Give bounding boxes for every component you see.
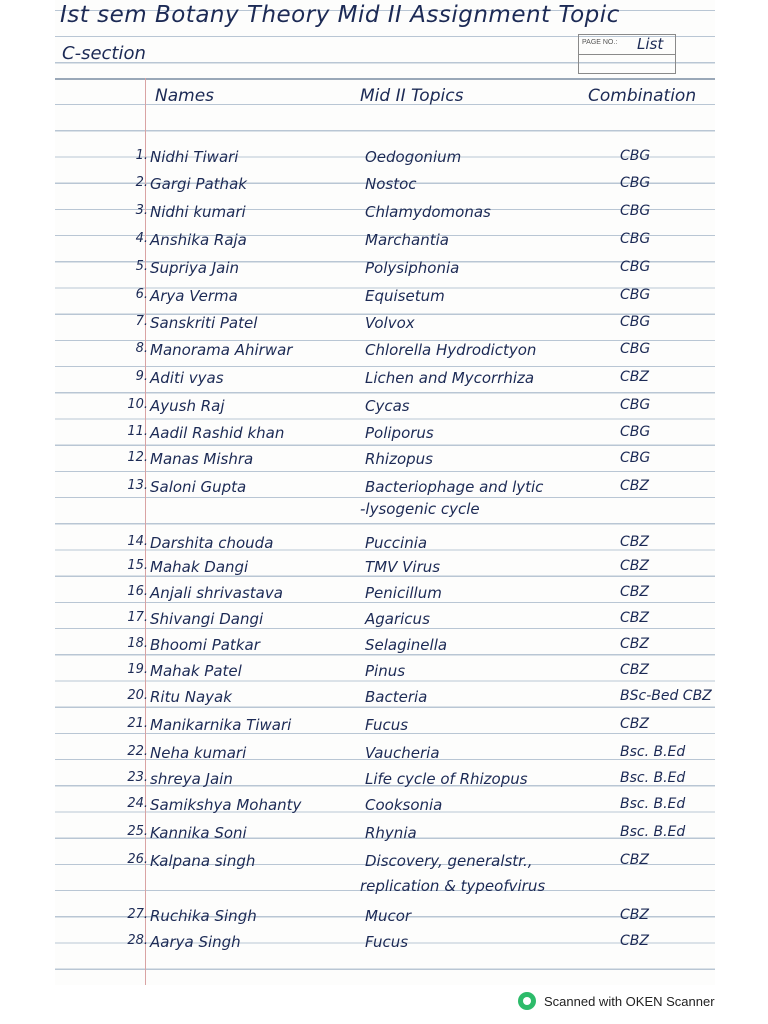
list-item bbox=[0, 259, 768, 285]
item-number: 22. bbox=[127, 744, 148, 759]
student-name: Mahak Patel bbox=[150, 662, 242, 680]
item-number: 9. bbox=[135, 369, 148, 384]
list-item bbox=[0, 450, 768, 476]
student-name: Manas Mishra bbox=[150, 450, 254, 468]
student-name: Bhoomi Patkar bbox=[150, 636, 260, 654]
combination-code: CBZ bbox=[620, 584, 649, 600]
topic-continuation-13: -lysogenic cycle bbox=[360, 500, 480, 518]
list-item bbox=[0, 558, 768, 584]
item-number: 26. bbox=[127, 852, 148, 867]
student-name: Aadil Rashid khan bbox=[150, 424, 285, 442]
combination-code: CBZ bbox=[620, 852, 649, 868]
page-number-label: PAGE NO.: bbox=[582, 39, 618, 46]
combination-code: CBZ bbox=[620, 716, 649, 732]
page-title: Ist sem Botany Theory Mid II Assignment Topic bbox=[60, 2, 620, 28]
combination-code: CBG bbox=[620, 203, 651, 219]
student-name: Kalpana singh bbox=[150, 852, 256, 870]
student-name: Manikarnika Tiwari bbox=[150, 716, 292, 734]
topic-name: Polysiphonia bbox=[365, 259, 460, 277]
topic-name: Mucor bbox=[365, 907, 412, 925]
topic-name: Marchantia bbox=[365, 231, 449, 249]
item-number: 11. bbox=[127, 424, 148, 439]
topic-name: Discovery, generalstr., bbox=[365, 852, 533, 870]
item-number: 12. bbox=[127, 450, 148, 465]
list-item bbox=[0, 744, 768, 770]
item-number: 17. bbox=[127, 610, 148, 625]
item-number: 19. bbox=[127, 662, 148, 677]
item-number: 3. bbox=[135, 203, 148, 218]
student-name: Ritu Nayak bbox=[150, 688, 232, 706]
combination-code: CBZ bbox=[620, 636, 649, 652]
item-number: 6. bbox=[135, 287, 148, 302]
item-number: 15. bbox=[127, 558, 148, 573]
scanner-logo-icon bbox=[518, 992, 536, 1010]
combination-code: CBZ bbox=[620, 610, 649, 626]
list-item bbox=[0, 636, 768, 662]
student-name: Nidhi Tiwari bbox=[150, 148, 239, 166]
combination-code: CBG bbox=[620, 314, 651, 330]
item-number: 18. bbox=[127, 636, 148, 651]
list-item bbox=[0, 148, 768, 174]
combination-code: BSc-Bed CBZ bbox=[620, 688, 712, 704]
item-number: 28. bbox=[127, 933, 148, 948]
list-item bbox=[0, 796, 768, 822]
student-name: Neha kumari bbox=[150, 744, 247, 762]
topic-name: Cooksonia bbox=[365, 796, 443, 814]
list-item bbox=[0, 824, 768, 850]
column-header-topics: Mid II Topics bbox=[360, 86, 464, 106]
combination-code: CBG bbox=[620, 287, 651, 303]
topic-name: Equisetum bbox=[365, 287, 445, 305]
topic-name: Puccinia bbox=[365, 534, 428, 552]
combination-code: Bsc. B.Ed bbox=[620, 796, 686, 812]
item-number: 10. bbox=[127, 397, 148, 412]
student-name: Shivangi Dangi bbox=[150, 610, 264, 628]
top-rule bbox=[55, 78, 715, 80]
student-name: Ruchika Singh bbox=[150, 907, 257, 925]
topic-name: Agaricus bbox=[365, 610, 430, 628]
topic-name: Oedogonium bbox=[365, 148, 462, 166]
scanner-footer bbox=[518, 991, 715, 1011]
column-header-names: Names bbox=[155, 86, 215, 106]
student-name: Kannika Soni bbox=[150, 824, 247, 842]
list-item bbox=[0, 716, 768, 742]
combination-code: CBZ bbox=[620, 478, 649, 494]
topic-name: Life cycle of Rhizopus bbox=[365, 770, 528, 788]
list-item bbox=[0, 688, 768, 714]
item-number: 20. bbox=[127, 688, 148, 703]
topic-name: Nostoc bbox=[365, 175, 417, 193]
item-number: 13. bbox=[127, 478, 148, 493]
item-number: 21. bbox=[127, 716, 148, 731]
list-item bbox=[0, 369, 768, 395]
list-item bbox=[0, 424, 768, 450]
list-item bbox=[0, 231, 768, 257]
item-number: 27. bbox=[127, 907, 148, 922]
combination-code: CBG bbox=[620, 450, 651, 466]
student-name: Supriya Jain bbox=[150, 259, 240, 277]
topic-name: Chlamydomonas bbox=[365, 203, 491, 221]
list-item bbox=[0, 584, 768, 610]
student-name: Anjali shrivastava bbox=[150, 584, 283, 602]
student-name: shreya Jain bbox=[150, 770, 233, 788]
list-item bbox=[0, 662, 768, 688]
combination-code: CBZ bbox=[620, 369, 649, 385]
list-item bbox=[0, 770, 768, 796]
combination-code: CBZ bbox=[620, 558, 649, 574]
item-number: 8. bbox=[135, 341, 148, 356]
list-item bbox=[0, 610, 768, 636]
combination-code: CBG bbox=[620, 341, 651, 357]
item-number: 14. bbox=[127, 534, 148, 549]
section-label: C-section bbox=[62, 43, 146, 64]
combination-code: CBZ bbox=[620, 534, 649, 550]
topic-name: Lichen and Mycorrhiza bbox=[365, 369, 535, 387]
combination-code: Bsc. B.Ed bbox=[620, 744, 686, 760]
topic-name: Fucus bbox=[365, 716, 409, 734]
combination-code: CBZ bbox=[620, 907, 649, 923]
column-header-combination: Combination bbox=[588, 86, 697, 106]
item-number: 16. bbox=[127, 584, 148, 599]
combination-code: CBG bbox=[620, 148, 651, 164]
combination-code: Bsc. B.Ed bbox=[620, 824, 686, 840]
student-name: Gargi Pathak bbox=[150, 175, 247, 193]
student-name: Ayush Raj bbox=[150, 397, 225, 415]
topic-name: Penicillum bbox=[365, 584, 442, 602]
list-item bbox=[0, 175, 768, 201]
student-name: Samikshya Mohanty bbox=[150, 796, 302, 814]
item-number: 1. bbox=[135, 148, 148, 163]
student-name: Mahak Dangi bbox=[150, 558, 249, 576]
list-item bbox=[0, 397, 768, 423]
topic-name: Pinus bbox=[365, 662, 406, 680]
topic-name: Cycas bbox=[365, 397, 410, 415]
combination-code: CBG bbox=[620, 259, 651, 275]
topic-name: Vaucheria bbox=[365, 744, 440, 762]
student-name: Darshita chouda bbox=[150, 534, 274, 552]
item-number: 23. bbox=[127, 770, 148, 785]
combination-code: CBG bbox=[620, 175, 651, 191]
topic-name: Selaginella bbox=[365, 636, 448, 654]
student-name: Manorama Ahirwar bbox=[150, 341, 293, 359]
student-name: Sanskriti Patel bbox=[150, 314, 258, 332]
combination-code: Bsc. B.Ed bbox=[620, 770, 686, 786]
list-item bbox=[0, 534, 768, 560]
list-item bbox=[0, 852, 768, 878]
list-item bbox=[0, 341, 768, 367]
topic-name: Poliporus bbox=[365, 424, 434, 442]
list-item bbox=[0, 907, 768, 933]
item-number: 25. bbox=[127, 824, 148, 839]
list-item bbox=[0, 314, 768, 340]
item-number: 24. bbox=[127, 796, 148, 811]
combination-code: CBG bbox=[620, 424, 651, 440]
list-item bbox=[0, 287, 768, 313]
topic-name: Fucus bbox=[365, 933, 409, 951]
combination-code: CBZ bbox=[620, 933, 649, 949]
combination-code: CBG bbox=[620, 397, 651, 413]
student-name: Nidhi kumari bbox=[150, 203, 246, 221]
topic-name: Volvox bbox=[365, 314, 415, 332]
item-number: 5. bbox=[135, 259, 148, 274]
item-number: 4. bbox=[135, 231, 148, 246]
scanner-footer-text: Scanned with OKEN Scanner bbox=[544, 993, 715, 1009]
list-item bbox=[0, 203, 768, 229]
topic-name: Chlorella Hydrodictyon bbox=[365, 341, 537, 359]
item-number: 7. bbox=[135, 314, 148, 329]
topic-name: Rhizopus bbox=[365, 450, 433, 468]
page-number-value: List bbox=[637, 35, 664, 53]
topic-name: Bacteria bbox=[365, 688, 428, 706]
page-number-box bbox=[578, 34, 676, 74]
list-item bbox=[0, 933, 768, 959]
topic-continuation-26: replication & typeofvirus bbox=[360, 877, 546, 895]
page-number-divider bbox=[579, 54, 675, 55]
student-name: Anshika Raja bbox=[150, 231, 247, 249]
student-name: Aarya Singh bbox=[150, 933, 241, 951]
student-name: Aditi vyas bbox=[150, 369, 224, 387]
student-name: Saloni Gupta bbox=[150, 478, 247, 496]
combination-code: CBG bbox=[620, 231, 651, 247]
topic-name: Rhynia bbox=[365, 824, 417, 842]
topic-name: Bacteriophage and lytic bbox=[365, 478, 544, 496]
student-name: Arya Verma bbox=[150, 287, 238, 305]
topic-name: TMV Virus bbox=[365, 558, 441, 576]
combination-code: CBZ bbox=[620, 662, 649, 678]
item-number: 2. bbox=[135, 175, 148, 190]
